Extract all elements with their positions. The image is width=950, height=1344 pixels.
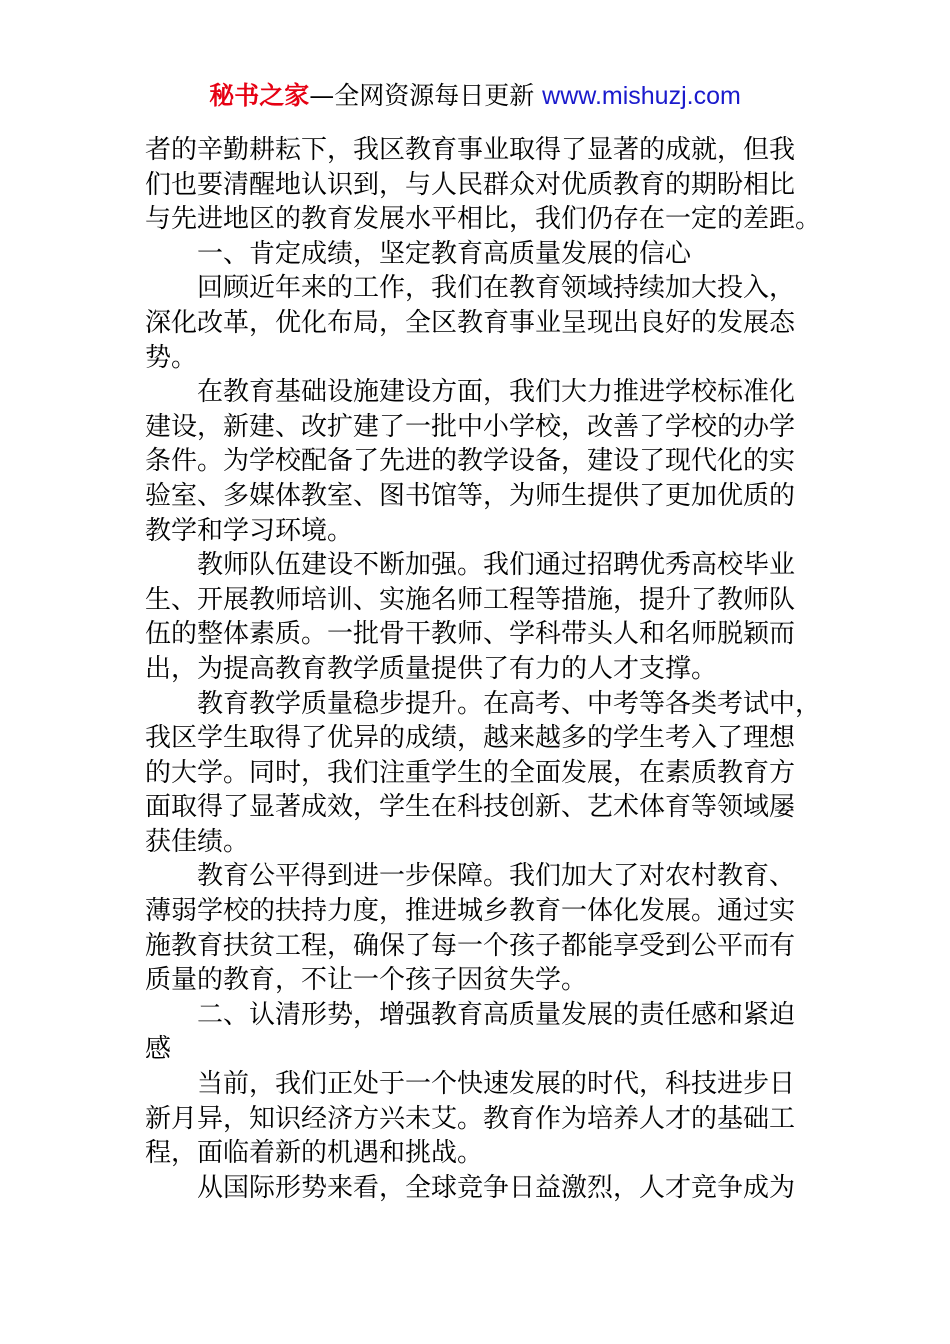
text-line: 深化改革，优化布局，全区教育事业呈现出良好的发展态	[145, 307, 796, 338]
text-line: 从国际形势来看，全球竞争日益激烈，人才竞争成为	[197, 1172, 796, 1203]
text-line: 教师队伍建设不断加强。我们通过招聘优秀高校毕业	[197, 550, 796, 581]
text-line: 二、认清形势，增强教育高质量发展的责任感和紧迫	[197, 999, 796, 1030]
site-tagline: —全网资源每日更新	[309, 81, 543, 110]
text-line: 势。	[145, 342, 198, 373]
text-line: 感	[145, 1034, 172, 1065]
text-line: 施教育扶贫工程，确保了每一个孩子都能享受到公平而有	[145, 930, 796, 961]
text-line: 教育教学质量稳步提升。在高考、中考等各类考试中，	[197, 688, 822, 719]
text-line: 面取得了显著成效，学生在科技创新、艺术体育等领域屡	[145, 792, 796, 823]
text-line: 验室、多媒体教室、图书馆等，为师生提供了更加优质的	[145, 480, 796, 511]
text-line: 出，为提高教育教学质量提供了有力的人才支撑。	[145, 653, 718, 684]
text-line: 伍的整体素质。一批骨干教师、学科带头人和名师脱颖而	[145, 619, 796, 650]
text-line: 条件。为学校配备了先进的教学设备，建设了现代化的实	[145, 446, 796, 477]
text-line: 程，面临着新的机遇和挑战。	[145, 1138, 484, 1169]
site-url: www.mishuzj.com	[542, 82, 741, 110]
text-line: 在教育基础设施建设方面，我们大力推进学校标准化	[197, 377, 796, 408]
document-body	[145, 133, 822, 1205]
text-line: 新月异，知识经济方兴未艾。教育作为培养人才的基础工	[145, 1103, 796, 1134]
text-line: 获佳绩。	[145, 826, 250, 857]
text-line: 当前，我们正处于一个快速发展的时代，科技进步日	[197, 1069, 796, 1100]
text-line: 者的辛勤耕耘下，我区教育事业取得了显著的成就，但我	[145, 135, 796, 165]
text-line: 们也要清醒地认识到，与人民群众对优质教育的期盼相比	[145, 169, 796, 200]
text-line: 与先进地区的教育发展水平相比，我们仍存在一定的差距。	[145, 204, 822, 235]
text-line: 教育公平得到进一步保障。我们加大了对农村教育、	[197, 861, 796, 892]
text-line: 我区学生取得了优异的成绩，越来越多的学生考入了理想	[145, 723, 796, 754]
text-line: 一、肯定成绩，坚定教育高质量发展的信心	[197, 238, 692, 269]
text-line: 生、开展教师培训、实施名师工程等措施，提升了教师队	[145, 584, 796, 615]
text-line: 回顾近年来的工作，我们在教育领域持续加大投入，	[197, 273, 796, 304]
text-line: 教学和学习环境。	[145, 515, 354, 546]
text-line: 薄弱学校的扶持力度，推进城乡教育一体化发展。通过实	[145, 896, 796, 927]
text-line: 的大学。同时，我们注重学生的全面发展，在素质教育方	[145, 757, 796, 788]
site-header	[0, 78, 950, 114]
text-line: 质量的教育，不让一个孩子因贫失学。	[145, 965, 588, 996]
text-line: 建设，新建、改扩建了一批中小学校，改善了学校的办学	[145, 411, 796, 442]
site-brand: 秘书之家	[209, 81, 310, 110]
